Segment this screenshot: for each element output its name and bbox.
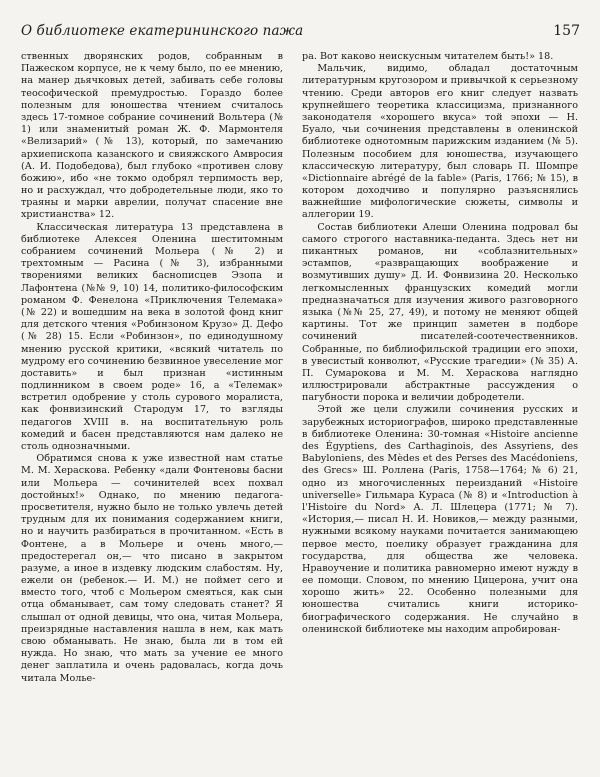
paragraph: Состав библиотеки Алеши Оленина подровал бы самого строгого наставника-педанта. Здесь нет ни пикантных романов, ни «соблазнительных» эстампов, «развращающих воображение и возмутивших душу» Д. И. Фонвизина 20. Несколько легкомысленных французских комедий могли предназначаться для изучения живого разговорного языка (№№ 25, 27, 49), и потому не меняют общей картины. Тот же принцип заметен в подборе сочинений писателей-соотечественников. Собранные, по библиофильской традиции его эпохи, в увесистый конволют, «Русские трагедии» (№ 35) А. П. Сумарокова и М. М. Хераскова наглядно иллюстрировали абстрактные рассуждения о пагубности порока и величии добродетели. bbox=[302, 221, 578, 404]
page-number: 157 bbox=[553, 23, 580, 39]
paragraph: Обратимся снова к уже известной нам статье М. М. Хераскова. Ребенку «дали Фонтеновы басни или Мольера — сочинителей всех похвал достойных!» Однако, по мнению педагога-просветителя, нужно было не только увлечь детей трудным для их понимания содержанием книги, но и научить разбираться в прочитанном. «Есть в Фонтене, а в Мольере и очень много,— предостерегал он,— что писано в закрытом разуме, а иное в издевку людским слабостям. Ну, ежели он (ребенок.— И. М.) не поймет сего и вместо того, чтоб с Мольером смеяться, как сын отца обманывает, сам тому следовать станет? Я слышал от одной девицы, что она, читая Мольера, преизрядные наставления нашла в нем, как мать свою обманывать. Не знаю, была ли в том ей нужда. Но знаю, что мать за учение ее много денег заплатила и очень радовалась, когда дочь читала Молье- bbox=[21, 453, 283, 684]
paragraph: Этой же цели служили сочинения русских и зарубежных историографов, широко представленные в библиотеке Оленина: 30-томная «Histoire ancienne des Égyptiens, des Carthaginois, des Assyriens, des Babyloniens, des Mèdes et des Perses des Macédoniens, des Grecs» Ш. Роллена (Paris, 1758—1764; № 6) 21, одно из многочисленных переизданий «Histoire universelle» Гильмара Кураса (№ 8) и «Introduction à l'Histoire du Nord» А. Л. Шлецера (1771; № 7). «История,— писал Н. И. Новиков,— между разными, нужными всякому науками почитается занимающею первое место, поелику образует гражданина для государства, для общества же человека. Нравоучение и политика равномерно имеют нужду в ее помощи. Словом, по мнению Цицерона, учит она хорошо жить» 22. Особенно полезными для юношества считались книги историко-биографического содержания. Не случайно в оленинской библиотеке мы находим апробирован- bbox=[302, 404, 578, 635]
left-text-column bbox=[21, 51, 283, 685]
paragraph: Классическая литература 13 представлена в библиотеке Алексея Оленина шеститомным собранием сочинений Мольера (№ 2) и трехтомным — Расина (№ 3), избранными творениями великих баснописцев Эзопа и Лафонтена (№№ 9, 10) 14, политико-философским романом Ф. Фенелона «Приключения Телемака» (№ 22) и вошедшим на века в золотой фонд книг для детского чтения «Робинзоном Крузо» Д. Дефо (№ 28) 15. Если «Робинзон», по единодушному мнению русской критики, «всякий читатель по мудрому его сочинению безвинное увеселение мог доставить» и был признан «истинным подлинником в своем роде» 16, а «Телемак» встретил одобрение у столь сурового моралиста, как фонвизинский Стародум 17, то взгляды педагогов XVIII в. на воспитательную роль комедий и басен представляются нам далеко не столь однозначными. bbox=[21, 221, 283, 452]
paragraph: ственных дворянских родов, собранным в Пажеском корпусе, не к чему было, по ее мнению, на манер дьячковых детей, забивать себе головы теософической премудростью. Гораздо более полезным для юношества чтением считалось здесь 17-томное собрание сочинений Вольтера (№ 1) или знаменитый роман Ж. Ф. Мармонтеля «Велизарий» (№ 13), который, по замечанию архиепископа казанского и свияжского Амвросия (А. И. Подобедова), был глубоко «противен слову божию», ибо «не токмо одобрял терпимость вер, но и расхуждал, что добродетельные люди, яко то траяны и марки аврелии, получат спасение вне христианства» 12. bbox=[21, 51, 283, 221]
paragraph: Мальчик, видимо, обладал достаточным литературным кругозором и привычкой к серьезному чтению. Среди авторов его книг следует назвать крупнейшего теоретика классицизма, признанного законодателя «хорошего вкуса» той эпохи — Н. Буало, чьи сочинения представлены в оленинской библиотеке однотомным парижским изданием (№ 5). Полезным пособием для юношества, изучающего классическую литературу, был словарь П. Шомпре «Dictionnaire abrégé de la fable» (Paris, 1766; № 15), в котором доходчиво и популярно разъяснялись важнейшие мифологические сюжеты, символы и аллегории 19. bbox=[302, 63, 578, 221]
running-title: О библиотеке екатерининского пажа bbox=[21, 23, 304, 39]
right-text-column bbox=[302, 51, 578, 636]
page-header bbox=[21, 23, 580, 45]
paragraph: ра. Вот каково неискусным читателем быть!» 18. bbox=[302, 51, 554, 62]
